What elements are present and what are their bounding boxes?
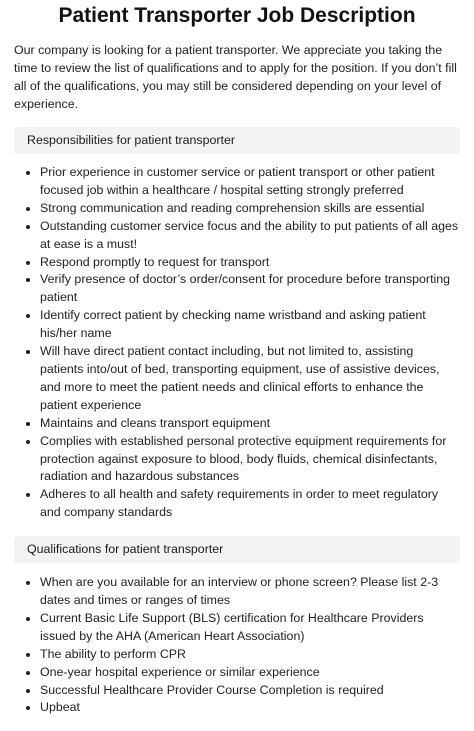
responsibility-item: • Will have direct patient contact including, but not limited to, assisting patients into/out of bed, transporting equipment, use of assistive devices, and more to meet the patient needs and clinical efforts to enhance the patient experience (40, 343, 460, 415)
responsibility-item: • Identify correct patient by checking name wristband and asking patient his/her name (40, 307, 460, 343)
qualifications-list (14, 574, 460, 717)
qualification-item: • Upbeat (40, 699, 460, 717)
responsibility-item: • Complies with established personal protective equipment requirements for protection against exposure to blood, body fluids, chemical disinfectants, radiation and hazardous substances (40, 433, 460, 487)
qualification-item: • Current Basic Life Support (BLS) certification for Healthcare Providers issued by the AHA (American Heart Association) (40, 610, 460, 646)
qualification-item: • The ability to perform CPR (40, 646, 460, 664)
responsibility-item: • Respond promptly to request for transport (40, 254, 460, 272)
intro-paragraph: Our company is looking for a patient transporter. We appreciate you taking the time to review the list of qualifications and to apply for the position. If you don’t fill all of the qualifications, you may still be considered depending on your level of experience. (14, 43, 457, 111)
responsibilities-header: Responsibilities for patient transporter (14, 127, 460, 154)
qualification-item: • When are you available for an interview or phone screen? Please list 2-3 dates and times or ranges of times (40, 574, 460, 610)
responsibility-item: • Prior experience in customer service or patient transport or other patient focused job within a healthcare / hospital setting strongly preferred (40, 164, 460, 200)
qualification-item: • Successful Healthcare Provider Course Completion is required (40, 682, 460, 700)
responsibility-item: • Verify presence of doctor’s order/consent for procedure before transporting patient (40, 271, 460, 307)
responsibility-item: • Adheres to all health and safety requirements in order to meet regulatory and company standards (40, 486, 460, 522)
responsibility-item: • Outstanding customer service focus and the ability to put patients of all ages at ease is a must! (40, 218, 460, 254)
qualification-item: • One-year hospital experience or similar experience (40, 664, 460, 682)
page-title: Patient Transporter Job Description (58, 4, 416, 27)
qualifications-header: Qualifications for patient transporter (14, 536, 460, 563)
responsibility-item: • Maintains and cleans transport equipment (40, 415, 460, 433)
responsibility-item: • Strong communication and reading comprehension skills are essential (40, 200, 460, 218)
responsibilities-list (14, 164, 460, 522)
